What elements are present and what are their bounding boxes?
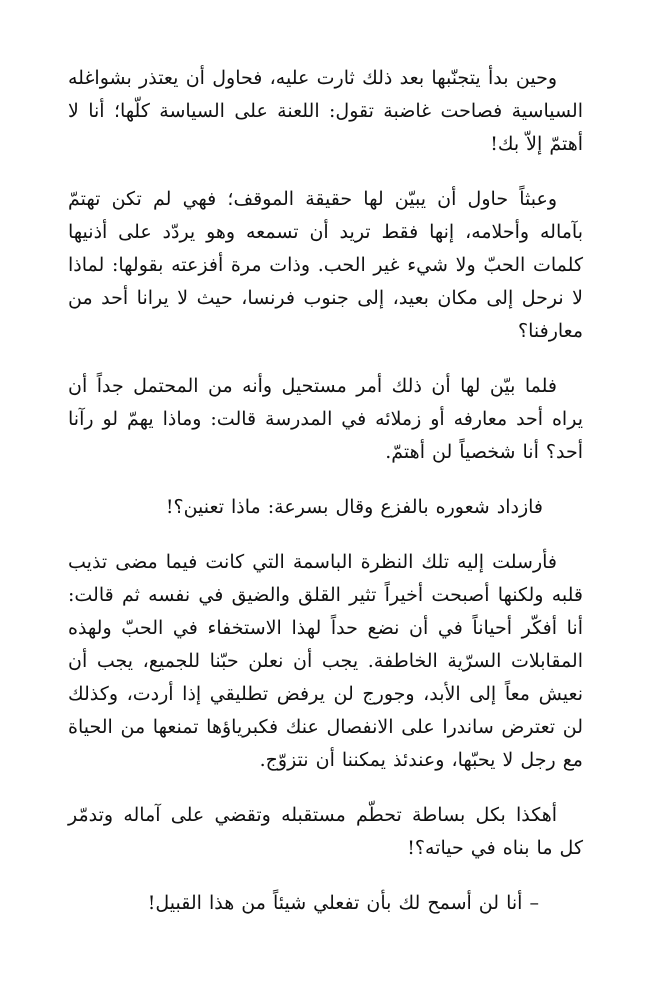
paragraph-3: فلما بيّن لها أن ذلك أمر مستحيل وأنه من المحتمل جداً أن يراه أحد معارفه أو زملائه في المدرسة قالت: وماذا يهمّ لو رآنا أحد؟ أنا شخصياً لن أهتمّ. [68,375,583,463]
paragraph-6: أهكذا بكل بساطة تحطّم مستقبله وتقضي على آماله وتدمّر كل ما بناه في حياته؟! [68,804,583,859]
paragraph-1: وحين بدأ يتجنّبها بعد ذلك ثارت عليه، فحاول أن يعتذر بشواغله السياسية فصاحت غاضبة تقول: اللعنة على السياسة كلّها؛ أنا لا أهتمّ إلاّ بك! [68,67,583,155]
paragraph-4: فازداد شعوره بالفزع وقال بسرعة: ماذا تعنين؟! [165,496,543,518]
paragraph-5: فأرسلت إليه تلك النظرة الباسمة التي كانت فيما مضى تذيب قلبه ولكنها أصبحت أخيراً تثير القلق والضيق في نفسه ثم قالت: أنا أفكّر أحياناً في أن نضع حداً لهذا الاستخفاء في الحبّ ولهذه المقابلات السرّية الخاطفة. يجب أن نعلن حبّنا للجميع، يجب أن نعيش معاً إلى الأبد، وجورج لن يرفض تطليقي إذا أردت، وكذلك لن تعترض ساندرا على الانفصال عنك فكبرياؤها تمنعها من الحياة مع رجل لا يحبّها، وعندئذ يمكننا أن نتزوّج. [68,551,583,771]
paragraph-2: وعبثاً حاول أن يبيّن لها حقيقة الموقف؛ فهي لم تكن تهتمّ بآماله وأحلامه، إنها فقط تريد أن تسمعه وهو يردّد على أذنيها كلمات الحبّ ولا شيء غير الحب. وذات مرة أفزعته بقولها: لماذا لا نرحل إلى مكان بعيد، إلى جنوب فرنسا، حيث لا يرانا أحد من معارفنا؟ [68,188,583,342]
dialogue-line: – أنا لن أسمح لك بأن تفعلي شيئاً من هذا القبيل! [147,892,539,914]
